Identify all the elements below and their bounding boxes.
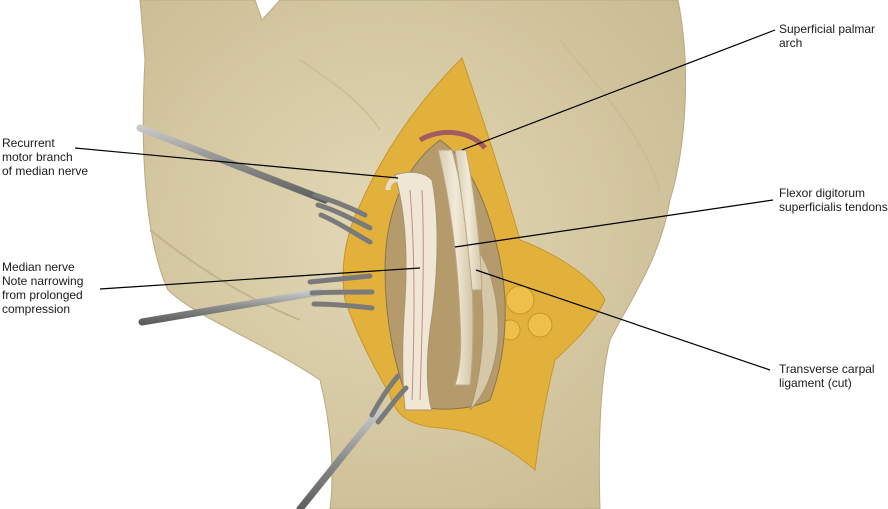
label-superficial-palmar-arch: Superficial palmar arch xyxy=(779,22,876,50)
label-median-nerve: Median nerve Note narrowing from prolonged compression xyxy=(2,260,84,316)
label-recurrent-motor-branch: Recurrent motor branch of median nerve xyxy=(2,136,89,178)
label-flexor-digitorum: Flexor digitorum superficialis tendons xyxy=(779,186,888,214)
label-transverse-carpal: Transverse carpal ligament (cut) xyxy=(779,362,875,390)
